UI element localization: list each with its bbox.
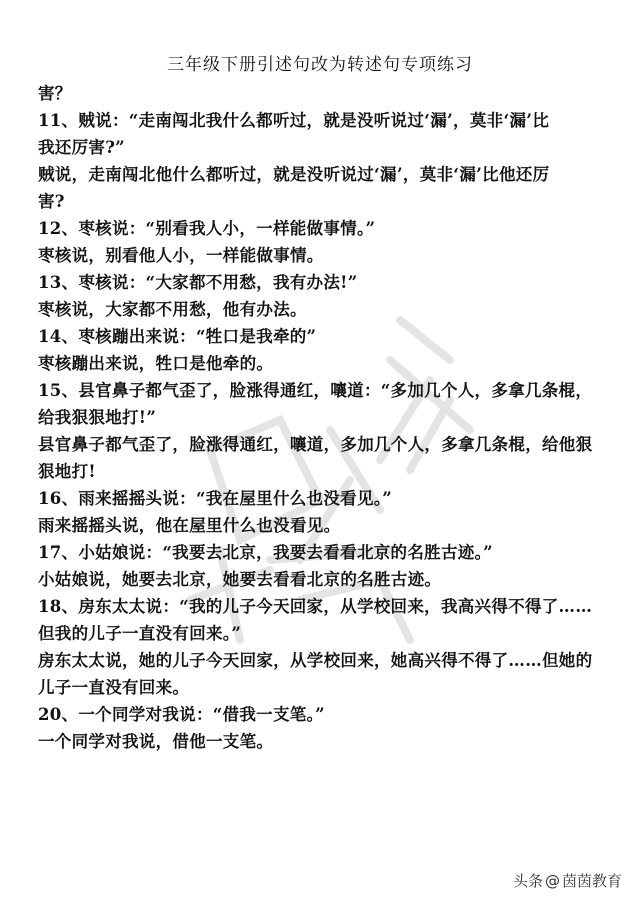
text-line: 11、贼说：“走南闯北我什么都听过，就是没听说过‘漏’，莫非‘漏’比 — [38, 111, 550, 130]
text-line: 贼说，走南闯北他什么都听过，就是没听说过‘漏’，莫非‘漏’比他还厉 — [38, 165, 550, 184]
text-line: 雨来摇摇头说，他在屋里什么也没看见。 — [38, 516, 341, 535]
page-title: 三年级下册引述句改为转述句专项练习 — [167, 55, 473, 75]
document-body — [38, 80, 608, 755]
text-line: 16、雨来摇摇头说：“我在屋里什么也没看见。” — [38, 489, 393, 508]
text-line: 我还厉害?” — [38, 138, 125, 157]
text-line: 15、县官鼻子都气歪了，脸涨得通红，嚷道：“多加几个人，多拿几条棍， — [38, 381, 593, 400]
text-line: 18、房东太太说：“我的儿子今天回家，从学校回来，我高兴得不得了…… — [38, 597, 593, 616]
text-line: 17、小姑娘说：“我要去北京，我要去看看北京的名胜古迹。” — [38, 543, 493, 562]
text-line: 20、一个同学对我说：“借我一支笔。” — [38, 705, 325, 724]
text-line: 害? — [38, 192, 65, 211]
text-line: 给我狠狠地打!” — [38, 408, 157, 427]
text-line: 儿子一直没有回来。 — [38, 678, 190, 697]
text-line: 但我的儿子一直没有回来。” — [38, 624, 242, 643]
text-line: 县官鼻子都气歪了，脸涨得通红，嚷道，多加几个人，多拿几条棍，给他狠 — [38, 435, 593, 454]
at-symbol: @ — [544, 871, 560, 890]
text-line: 小姑娘说，她要去北京，她要去看看北京的名胜古迹。 — [38, 570, 442, 589]
text-line: 狠地打! — [38, 462, 96, 481]
text-line: 枣核蹦出来说，牲口是他牵的。 — [38, 354, 274, 373]
text-line: 13、枣核说：“大家都不用愁，我有办法!” — [38, 273, 358, 292]
account-name: 茵茵教育 — [561, 872, 622, 890]
text-line: 14、枣核蹦出来说：“牲口是我牵的” — [38, 327, 317, 346]
source-watermark — [513, 870, 622, 891]
text-line: 房东太太说，她的儿子今天回家，从学校回来，她高兴得不得了……但她的 — [38, 651, 593, 670]
text-line: 一个同学对我说，借他一支笔。 — [38, 732, 274, 751]
text-line: 害？ — [38, 84, 72, 103]
text-line: 枣核说，大家都不用愁，他有办法。 — [38, 300, 307, 319]
text-line: 枣核说，别看他人小，一样能做事情。 — [38, 246, 324, 265]
text-line: 12、枣核说：“别看我人小，一样能做事情。” — [38, 219, 376, 238]
platform-name: 头条 — [512, 872, 543, 890]
